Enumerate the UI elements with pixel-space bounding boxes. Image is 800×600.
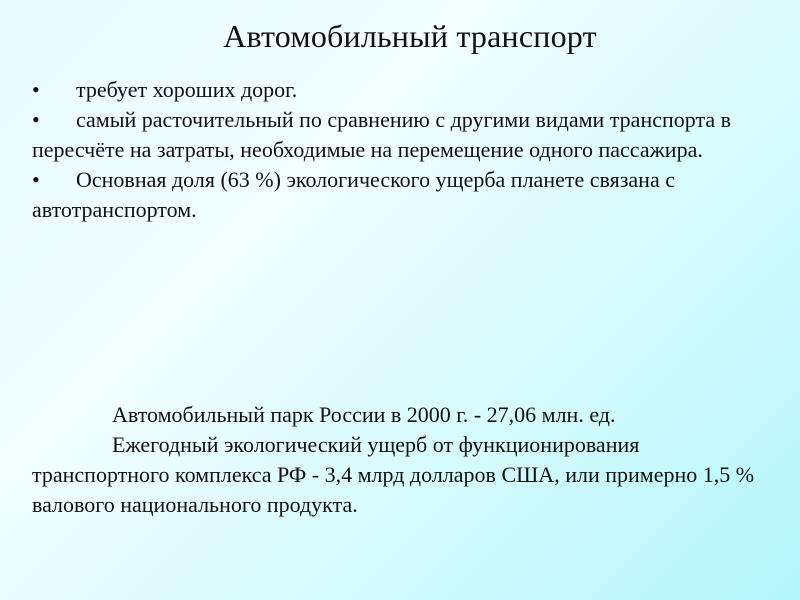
bullet-item [32, 75, 772, 105]
bullet-text: требует хороших дорог. [76, 77, 298, 102]
bullet-text: самый расточительный по сравнению с другими видами транспорта в пересчёте на затраты, необходимые на перемещение одного пассажира. [32, 107, 732, 162]
fleet-paragraph: Автомобильный парк России в 2000 г. - 27,06 млн. ед. [112, 402, 616, 427]
bullet-list [32, 75, 772, 225]
bullet-item [32, 165, 772, 225]
damage-paragraph: Ежегодный экологический ущерб от функционирования транспортного комплекса РФ - 3,4 млрд долларов США, или примерно 1,5 % валового национального продукта. [32, 432, 755, 517]
bullet-marker: • [32, 167, 40, 192]
stats-block [32, 400, 772, 520]
slide-title: Автомобильный транспорт [223, 18, 597, 54]
bullet-item [32, 105, 772, 165]
bullet-marker: • [32, 77, 40, 102]
bullet-text: Основная доля (63 %) экологического ущерба планете связана с автотранспортом. [32, 167, 675, 222]
bullet-marker: • [32, 107, 40, 132]
